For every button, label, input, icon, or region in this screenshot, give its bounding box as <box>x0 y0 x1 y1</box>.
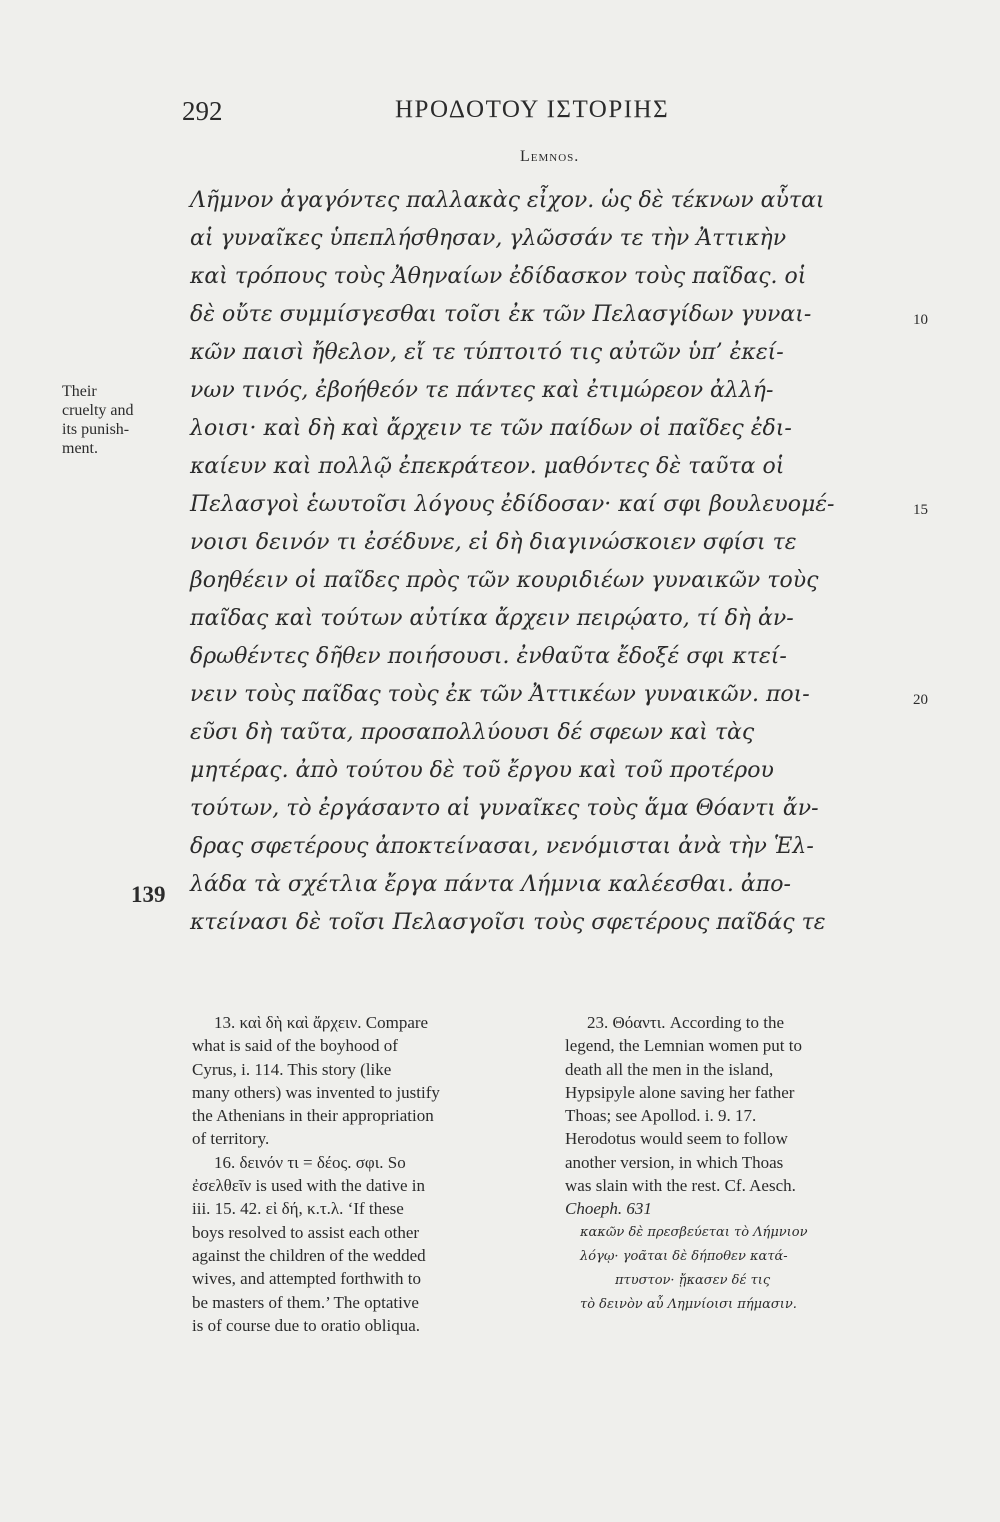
note-line: 16. δεινόν τι = δέος. σφι. So <box>214 1152 406 1172</box>
note-line: against the children of the wedded <box>192 1245 426 1265</box>
note-line: what is said of the boyhood of <box>192 1036 398 1056</box>
footnotes-left-column <box>192 1011 542 1337</box>
greek-line: καὶ τρόπους τοὺς Ἀθηναίων ἐδίδασκον τοὺς παῖδας. οἱ <box>190 264 807 289</box>
note-line: Hypsipyle alone saving her father <box>565 1082 795 1102</box>
margin-note-line: ment. <box>62 440 98 457</box>
greek-line: νοισι δεινόν τι ἐσέδυνε, εἰ δὴ διαγινώσκοιεν σφίσι τε <box>190 530 797 555</box>
note-line: was slain with the rest. Cf. Aesch. <box>565 1176 796 1196</box>
note-line: Choeph. 631 <box>565 1199 652 1219</box>
greek-line: δρας σφετέρους ἀποκτείνασαι, νενόμισται ἀνὰ τὴν Ἑλ- <box>190 834 814 859</box>
note-line: iii. 15. 42. εἰ δή, κ.τ.λ. ‘If these <box>192 1199 404 1219</box>
quote-line: κακῶν δὲ πρεσβεύεται τὸ Λήμνιον <box>580 1224 808 1240</box>
running-title: ΗΡΟΔΟΤΟΥ ΙΣΤΟΡΙΗΣ <box>395 96 670 123</box>
section-heading: Lemnos. <box>520 148 580 165</box>
quote-line: τὸ δεινὸν αὖ Λημνίοισι πήμασιν. <box>580 1296 797 1312</box>
greek-line: κῶν παισὶ ἤθελον, εἴ τε τύπτοιτό τις αὐτῶν ὑπ’ ἐκεί- <box>190 340 784 365</box>
margin-note <box>62 382 182 458</box>
quote-line: λόγῳ· γοᾶται δὲ δήποθεν κατά- <box>580 1248 788 1264</box>
greek-line: κτείνασι δὲ τοῖσι Πελασγοῖσι τοὺς σφετέρους παῖδάς τε <box>190 910 826 935</box>
note-line: legend, the Lemnian women put to <box>565 1036 802 1056</box>
note-line: 13. καὶ δὴ καὶ ἄρχειν. Compare <box>214 1013 429 1032</box>
greek-line: νειν τοὺς παῖδας τοὺς ἐκ τῶν Ἀττικέων γυναικῶν. ποι- <box>190 682 810 707</box>
footnotes-right-column <box>565 1011 912 1317</box>
greek-line: δὲ οὔτε συμμίσγεσθαι τοῖσι ἐκ τῶν Πελασγίδων γυναι- <box>190 302 812 327</box>
greek-line: μητέρας. ἀπὸ τούτου δὲ τοῦ ἔργου καὶ τοῦ προτέρου <box>190 758 774 783</box>
margin-note-line: Their <box>62 383 97 400</box>
note-line: Herodotus would seem to follow <box>565 1129 788 1149</box>
page-number: 292 <box>182 96 223 126</box>
greek-line: δρωθέντες δῆθεν ποιήσουσι. ἐνθαῦτα ἔδοξέ σφι κτεί- <box>190 644 787 669</box>
line-number: 15 <box>913 502 928 518</box>
note-line: be masters of them.’ The optative <box>192 1292 419 1312</box>
greek-line: βοηθέειν οἱ παῖδες πρὸς τῶν κουριδιέων γυναικῶν τοὺς <box>190 568 819 593</box>
greek-line: παῖδας καὶ τούτων αὐτίκα ἄρχειν πειρῴατο, τί δὴ ἀν- <box>190 606 794 631</box>
greek-line: λοισι· καὶ δὴ καὶ ἄρχειν τε τῶν παίδων οἱ παῖδες ἐδι- <box>190 416 792 441</box>
greek-line: Λῆμνον ἀγαγόντες παλλακὰς εἶχον. ὡς δὲ τέκνων αὗται <box>190 188 825 213</box>
chapter-number: 139 <box>131 882 166 907</box>
margin-note-line: cruelty and <box>62 402 134 419</box>
note-line: the Athenians in their appropriation <box>192 1106 434 1126</box>
note-line: another version, in which Thoas <box>565 1152 784 1172</box>
note-line: wives, and attempted forthwith to <box>192 1269 421 1289</box>
greek-line: νων τινός, ἐβοήθεόν τε πάντες καὶ ἐτιμώρεον ἀλλή- <box>190 378 774 403</box>
greek-line: τούτων, τὸ ἐργάσαντο αἱ γυναῖκες τοὺς ἅμα Θόαντι ἄν- <box>190 796 819 821</box>
greek-line: λάδα τὰ σχέτλια ἔργα πάντα Λήμνια καλέεσθαι. ἀπο- <box>190 872 791 897</box>
note-line: is of course due to oratio obliqua. <box>192 1315 421 1335</box>
note-line: Cyrus, i. 114. This story (like <box>192 1059 392 1079</box>
line-number: 20 <box>913 692 928 708</box>
note-line: boys resolved to assist each other <box>192 1222 420 1242</box>
note-line: Thoas; see Apollod. i. 9. 17. <box>565 1106 757 1126</box>
note-line: many others) was invented to justify <box>192 1082 440 1102</box>
note-line: ἐσελθεῖν is used with the dative in <box>192 1176 425 1196</box>
greek-line: αἱ γυναῖκες ὑπεπλήσθησαν, γλῶσσάν τε τὴν Ἀττικὴν <box>190 226 787 251</box>
greek-line: Πελασγοὶ ἑωυτοῖσι λόγους ἐδίδοσαν· καί σφι βουλευομέ- <box>190 492 835 517</box>
margin-note-line: its punish- <box>62 421 130 438</box>
note-line: 23. Θόαντι. According to the <box>587 1013 785 1032</box>
line-number: 10 <box>913 312 928 328</box>
quote-line: πτυστον· ᾔκασεν δέ τις <box>615 1272 771 1288</box>
greek-line: καίευν καὶ πολλῷ ἐπεκράτεον. μαθόντες δὲ ταῦτα οἱ <box>190 454 785 479</box>
greek-line: εῦσι δὴ ταῦτα, προσαπολλύουσι δέ σφεων καὶ τὰς <box>190 720 755 745</box>
note-line: of territory. <box>192 1129 270 1149</box>
note-line: death all the men in the island, <box>565 1059 774 1079</box>
